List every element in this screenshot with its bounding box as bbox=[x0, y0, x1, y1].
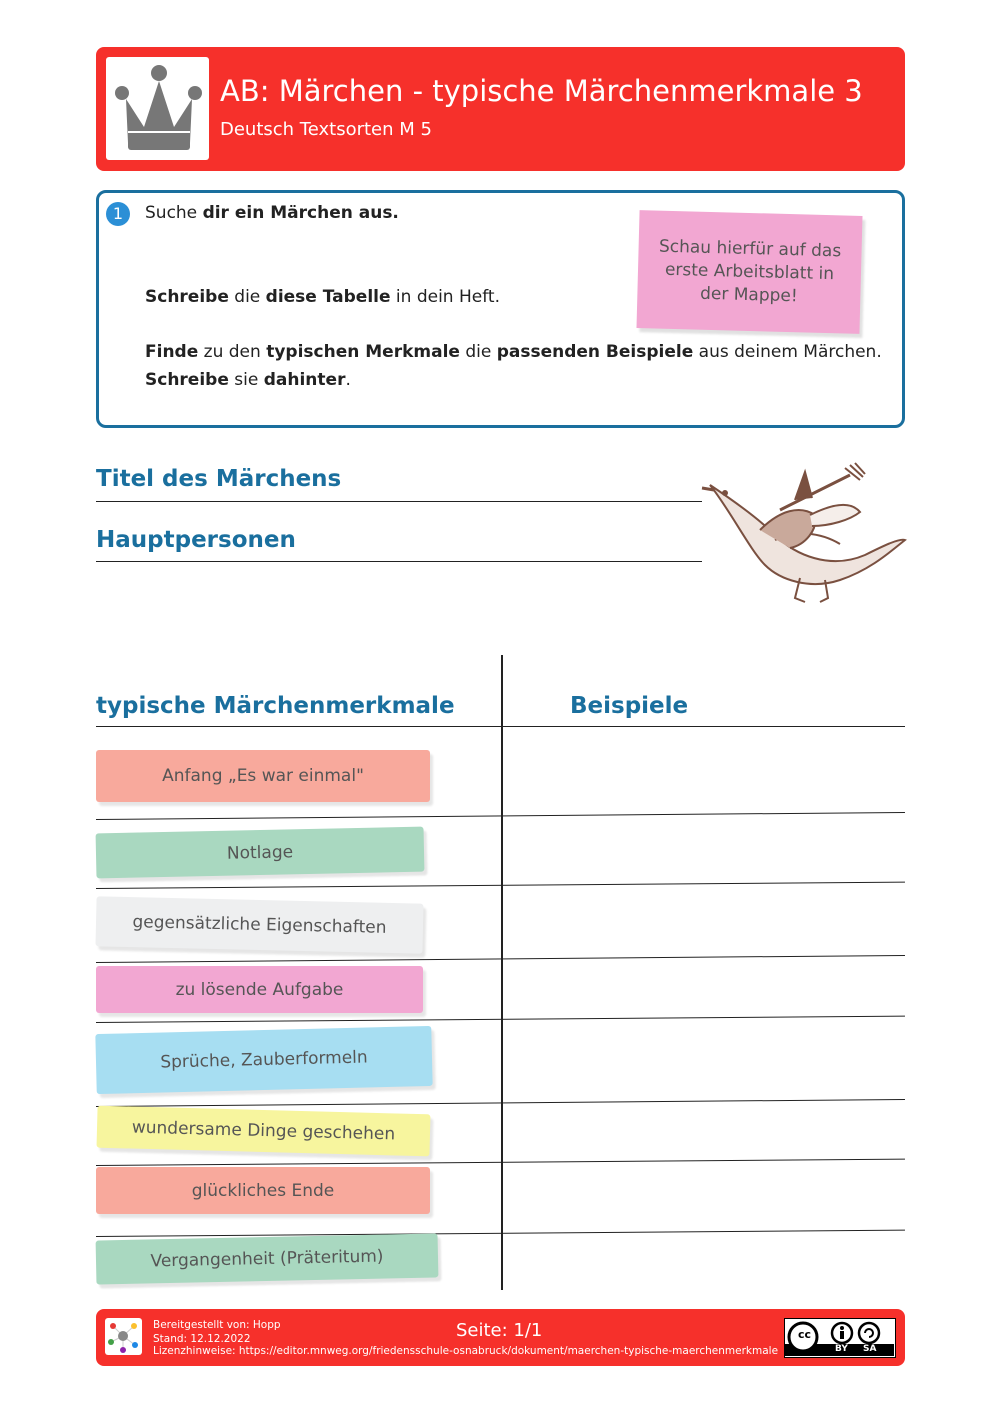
network-logo-icon bbox=[105, 1318, 142, 1355]
feature-card-opposites: gegensätzliche Eigenschaften bbox=[95, 896, 423, 953]
feature-card-past-tense: Vergangenheit (Präteritum) bbox=[96, 1233, 439, 1284]
story-title-label: Titel des Märchens bbox=[96, 466, 342, 492]
crown-icon bbox=[106, 57, 209, 160]
footer-provided-by: Bereitgestellt von: Hopp bbox=[153, 1319, 281, 1331]
story-title-line bbox=[96, 501, 702, 502]
task-line-2: Schreibe die diese Tabelle in dein Heft. bbox=[145, 287, 500, 307]
column-header-features: typische Märchenmerkmale bbox=[96, 693, 455, 719]
feature-card-task: zu lösende Aufgabe bbox=[96, 966, 423, 1013]
footer-license[interactable]: Lizenzhinweise: https://editor.mnweg.org/friedensschule-osnabruck/dokument/maerchen-typische-maerchenmerkmale bbox=[153, 1345, 779, 1357]
task-line-1: Suche dir ein Märchen aus. bbox=[145, 203, 399, 223]
cc-sa-label: SA bbox=[863, 1344, 877, 1354]
page-title: AB: Märchen - typische Märchenmerkmale 3 bbox=[220, 74, 863, 108]
main-characters-line bbox=[96, 561, 702, 562]
footer-logo bbox=[105, 1318, 142, 1355]
feature-card-wonders: wundersame Dinge geschehen bbox=[97, 1106, 431, 1157]
task-line-4: Schreibe sie dahinter. bbox=[145, 370, 351, 390]
cc-license-badge[interactable]: cc BY SA bbox=[784, 1318, 896, 1358]
page-number: Seite: 1/1 bbox=[456, 1320, 543, 1341]
column-header-examples: Beispiele bbox=[570, 693, 689, 719]
footer-date: Stand: 12.12.2022 bbox=[153, 1333, 251, 1345]
witch-on-goose-illustration bbox=[700, 460, 910, 610]
feature-card-distress: Notlage bbox=[96, 827, 425, 879]
crown-logo bbox=[106, 57, 209, 160]
cc-by-label: BY bbox=[835, 1344, 848, 1354]
header-banner bbox=[96, 47, 905, 171]
feature-card-spells: Sprüche, Zauberformeln bbox=[95, 1026, 432, 1094]
task-line-3: Finde zu den typischen Merkmale die passenden Beispiele aus deinem Märchen. bbox=[145, 342, 882, 362]
sa-share-icon bbox=[859, 1323, 879, 1343]
page-subtitle: Deutsch Textsorten M 5 bbox=[220, 119, 432, 140]
table-header-line bbox=[96, 726, 905, 727]
feature-card-beginning: Anfang „Es war einmal" bbox=[96, 750, 430, 802]
hint-sticky-note: Schau hierfür auf das erste Arbeitsblatt in der Mappe! bbox=[636, 210, 862, 334]
task-number-badge: 1 bbox=[106, 202, 130, 226]
feature-card-happy-end: glückliches Ende bbox=[96, 1167, 430, 1214]
main-characters-label: Hauptpersonen bbox=[96, 527, 296, 553]
table-vertical-divider bbox=[501, 655, 503, 1290]
